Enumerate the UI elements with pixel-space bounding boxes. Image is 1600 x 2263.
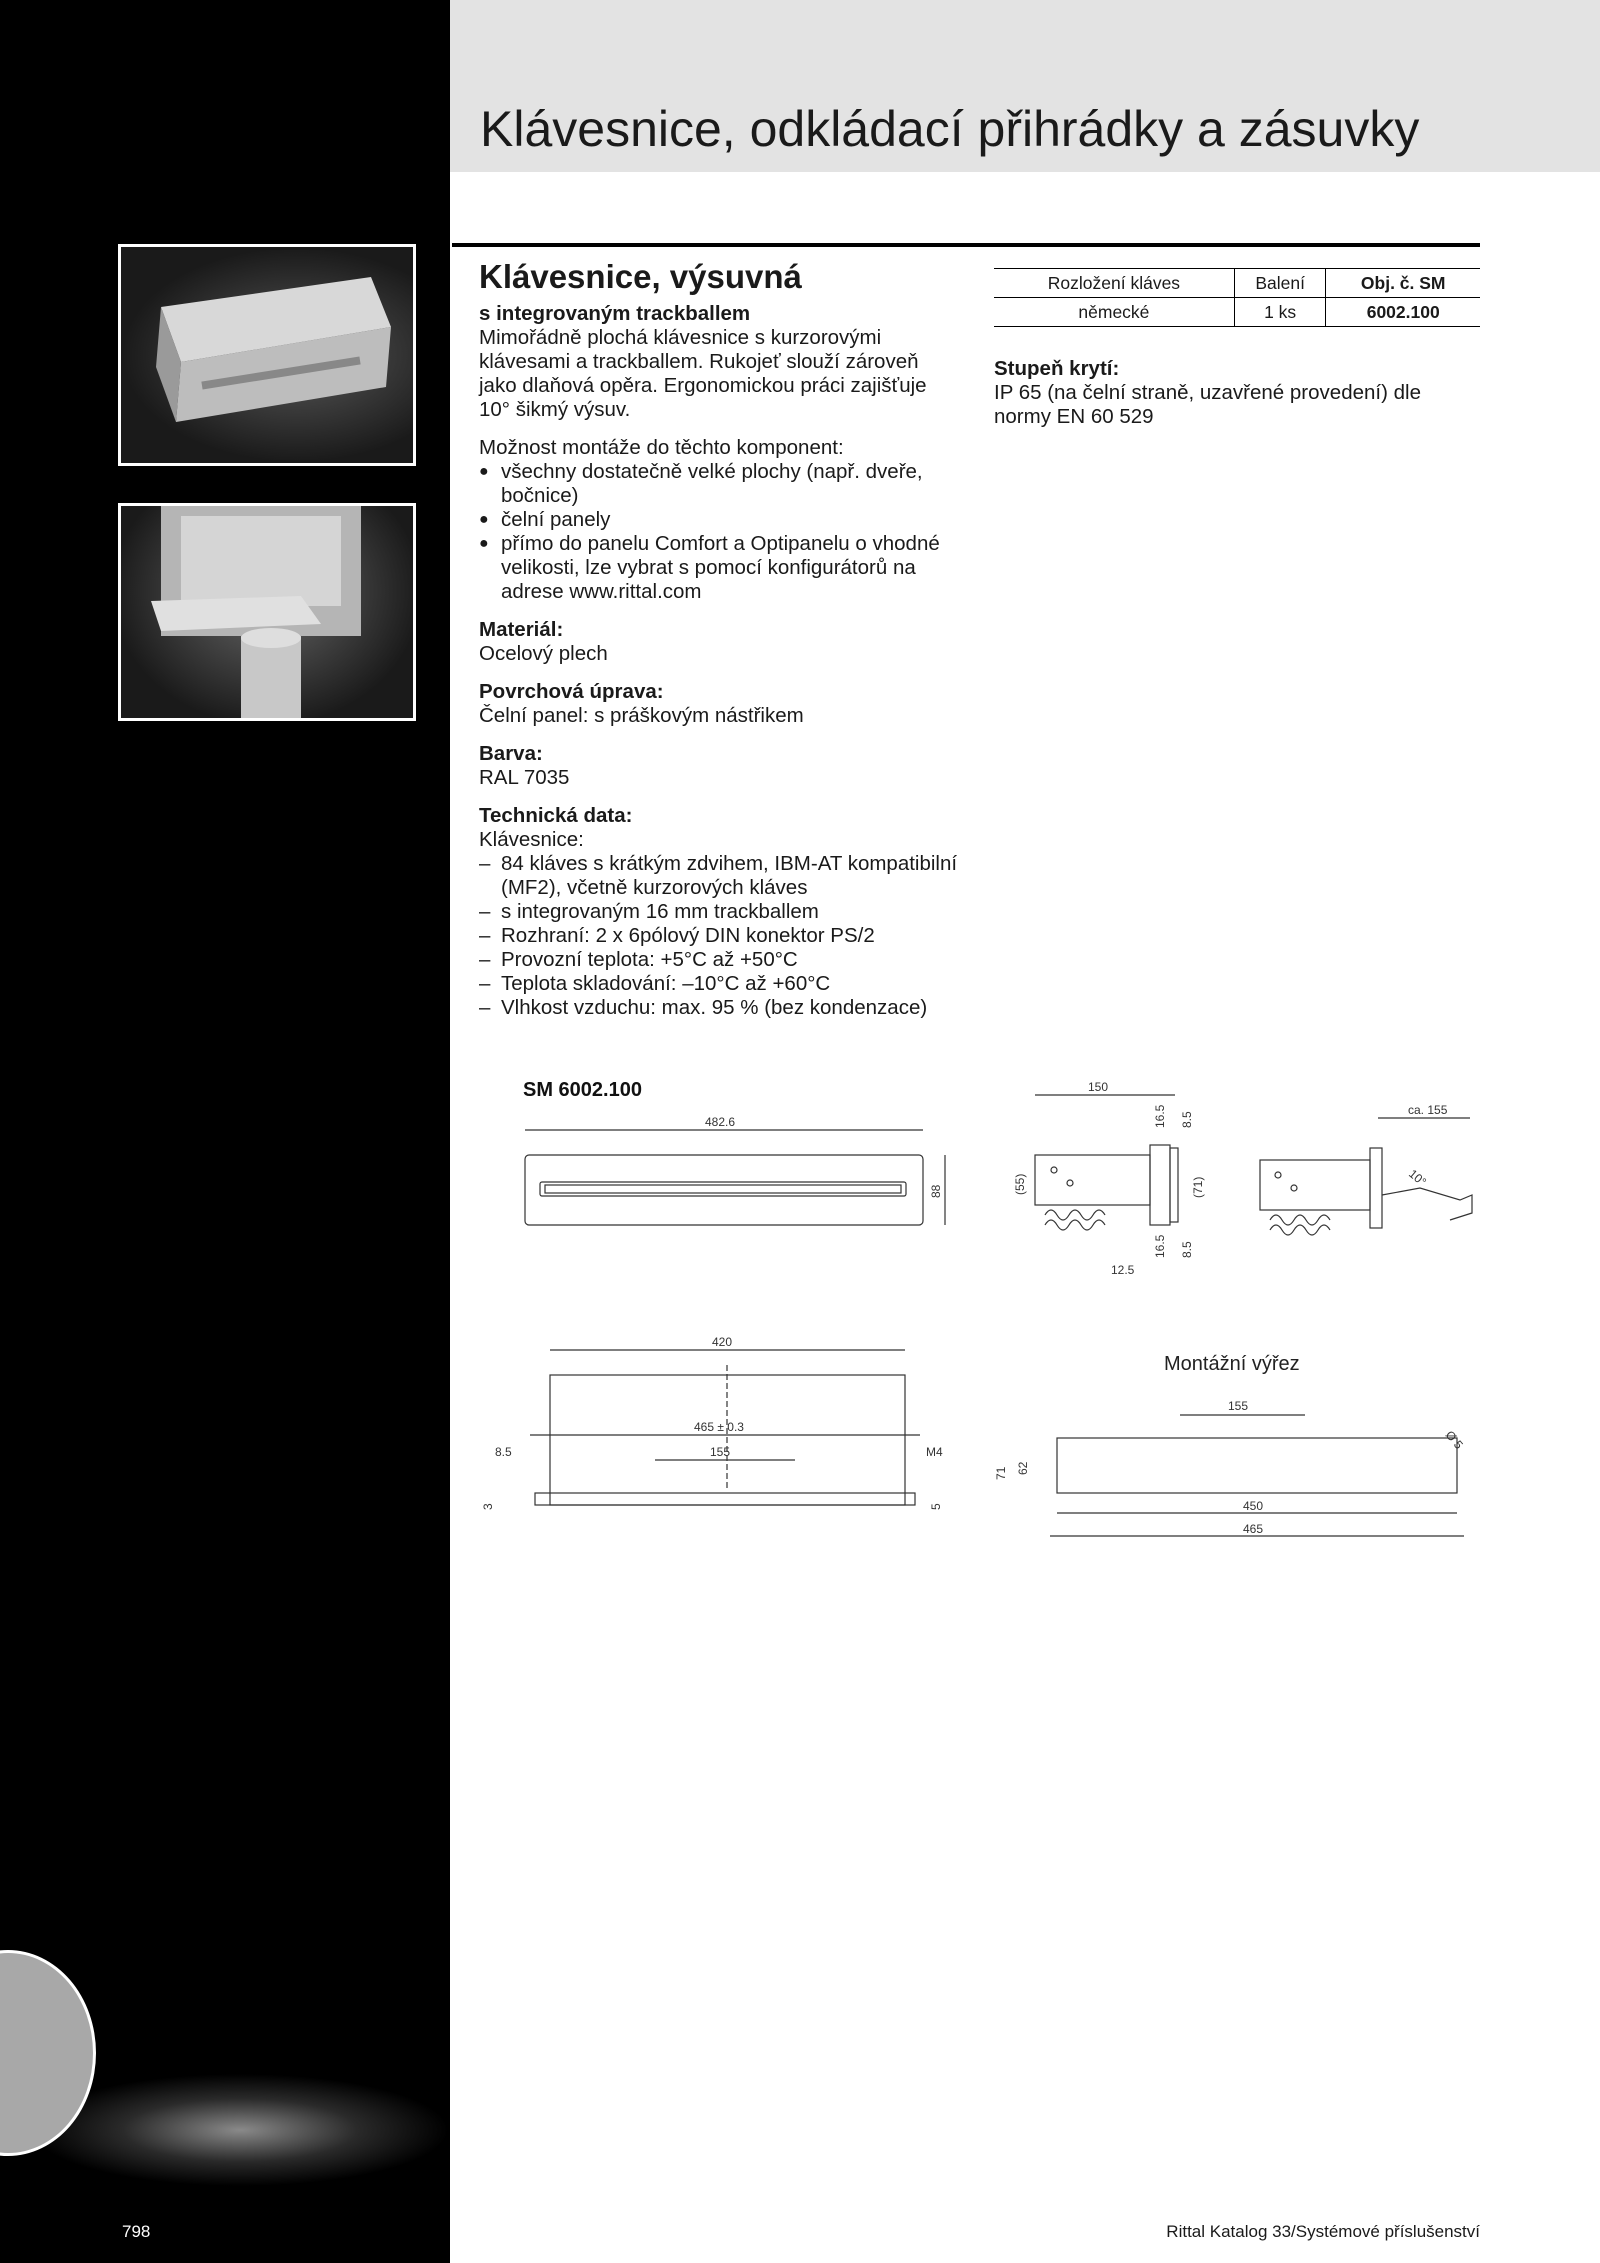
product-text: Mimořádně plochá klávesnice s kurzorovými klávesami a trackballem. Rukojeť slouží zároveň jako dlaňová opěra. Ergonomickou práci zajišťuje 10° šikmý výsuv. bbox=[479, 326, 927, 421]
dim-label: 420 bbox=[712, 1335, 733, 1349]
product-description bbox=[479, 260, 959, 1034]
dim-label: 8.5 bbox=[495, 1445, 512, 1459]
dim-label: ca. 155 bbox=[1408, 1103, 1448, 1117]
material-value: Ocelový plech bbox=[479, 642, 608, 665]
list-item: – Vlhkost vzduchu: max. 95 % (bez kondenzace) bbox=[479, 996, 959, 1020]
dim-label: M4 bbox=[926, 1445, 943, 1459]
list-item: – Teplota skladování: –10°C až +60°C bbox=[479, 972, 959, 996]
list-item: – 84 kláves s krátkým zdvihem, IBM-AT kompatibilní (MF2), včetně kurzorových kláves bbox=[479, 852, 959, 900]
technical-drawings bbox=[460, 1070, 1480, 1550]
list-item: ● všechny dostatečně velké plochy (např. dveře, bočnice) bbox=[479, 460, 959, 508]
protection-label: Stupeň krytí: bbox=[994, 357, 1120, 380]
surface-label: Povrchová úprava: bbox=[479, 680, 664, 703]
product-photo-keyboard bbox=[118, 244, 416, 466]
color-value: RAL 7035 bbox=[479, 766, 570, 789]
dim-label: 450 bbox=[1243, 1499, 1264, 1513]
side-view-drawing bbox=[1013, 1080, 1205, 1277]
cutout-drawing bbox=[994, 1353, 1466, 1536]
dim-label: 8.5 bbox=[1180, 1241, 1194, 1258]
mounting-list bbox=[479, 460, 959, 604]
page-number: 798 bbox=[122, 2222, 151, 2241]
tech-label: Technická data: bbox=[479, 804, 633, 827]
order-info bbox=[994, 268, 1480, 429]
dim-label: 5 bbox=[929, 1503, 943, 1510]
list-item: – Provozní teplota: +5°C až +50°C bbox=[479, 948, 959, 972]
list-item: ● čelní panely bbox=[479, 508, 959, 532]
dim-label: Ø 5 bbox=[1442, 1427, 1466, 1452]
dim-label: 88 bbox=[929, 1184, 943, 1198]
dim-label: 155 bbox=[1228, 1399, 1249, 1413]
table-header: Obj. č. SM bbox=[1326, 269, 1480, 298]
tech-intro: Klávesnice: bbox=[479, 828, 584, 851]
table-cell: 6002.100 bbox=[1326, 298, 1480, 327]
product-subtitle: s integrovaným trackballem bbox=[479, 302, 751, 325]
dim-label: 16.5 bbox=[1153, 1234, 1167, 1258]
color-label: Barva: bbox=[479, 742, 543, 765]
dim-label: 10° bbox=[1406, 1166, 1429, 1189]
dim-label: 3 bbox=[481, 1503, 495, 1510]
product-photo-mounted bbox=[118, 503, 416, 721]
section-rule bbox=[452, 243, 1480, 247]
material-label: Materiál: bbox=[479, 618, 564, 641]
dim-label: 16.5 bbox=[1153, 1104, 1167, 1128]
top-view-drawing bbox=[481, 1335, 943, 1510]
list-item: – Rozhraní: 2 x 6pólový DIN konektor PS/2 bbox=[479, 924, 959, 948]
dim-label: 12.5 bbox=[1111, 1263, 1135, 1277]
dim-label: 155 bbox=[710, 1445, 731, 1459]
front-view-drawing bbox=[525, 1115, 945, 1225]
list-item: – s integrovaným 16 mm trackballem bbox=[479, 900, 959, 924]
dim-label: (55) bbox=[1013, 1173, 1027, 1195]
mounting-intro: Možnost montáže do těchto komponent: bbox=[479, 436, 844, 459]
order-table bbox=[994, 268, 1480, 327]
dim-label: 71 bbox=[994, 1466, 1008, 1480]
tech-list bbox=[479, 852, 959, 1020]
dim-label: 465 ± 0.3 bbox=[694, 1420, 744, 1434]
dim-label: 482.6 bbox=[705, 1115, 736, 1129]
catalog-footer: Rittal Katalog 33/Systémové příslušenství bbox=[1166, 2222, 1480, 2241]
protection-value: IP 65 (na čelní straně, uzavřené provedení) dle normy EN 60 529 bbox=[994, 381, 1421, 428]
tilt-view-drawing bbox=[1260, 1103, 1472, 1235]
page-title: Klávesnice, odkládací přihrádky a zásuvky bbox=[480, 101, 1420, 157]
table-header: Balení bbox=[1234, 269, 1326, 298]
surface-value: Čelní panel: s práškovým nástřikem bbox=[479, 704, 804, 727]
table-header: Rozložení kláves bbox=[1047, 273, 1181, 293]
product-name: Klávesnice, výsuvná bbox=[479, 258, 802, 295]
table-cell: německé bbox=[1078, 302, 1150, 322]
dim-label: 465 bbox=[1243, 1522, 1264, 1536]
dim-label: 150 bbox=[1088, 1080, 1109, 1094]
table-cell: 1 ks bbox=[1234, 298, 1326, 327]
list-item: ● přímo do panelu Comfort a Optipanelu o vhodné velikosti, lze vybrat s pomocí konfigurátorů na adrese www.rittal.com bbox=[479, 532, 959, 604]
model-label: SM 6002.100 bbox=[523, 1079, 642, 1101]
dim-label: 62 bbox=[1016, 1461, 1030, 1475]
table-row bbox=[994, 298, 1480, 327]
dim-label: 8.5 bbox=[1180, 1111, 1194, 1128]
dim-label: (71) bbox=[1191, 1176, 1205, 1198]
cutout-title: Montážní výřez bbox=[1164, 1353, 1300, 1375]
